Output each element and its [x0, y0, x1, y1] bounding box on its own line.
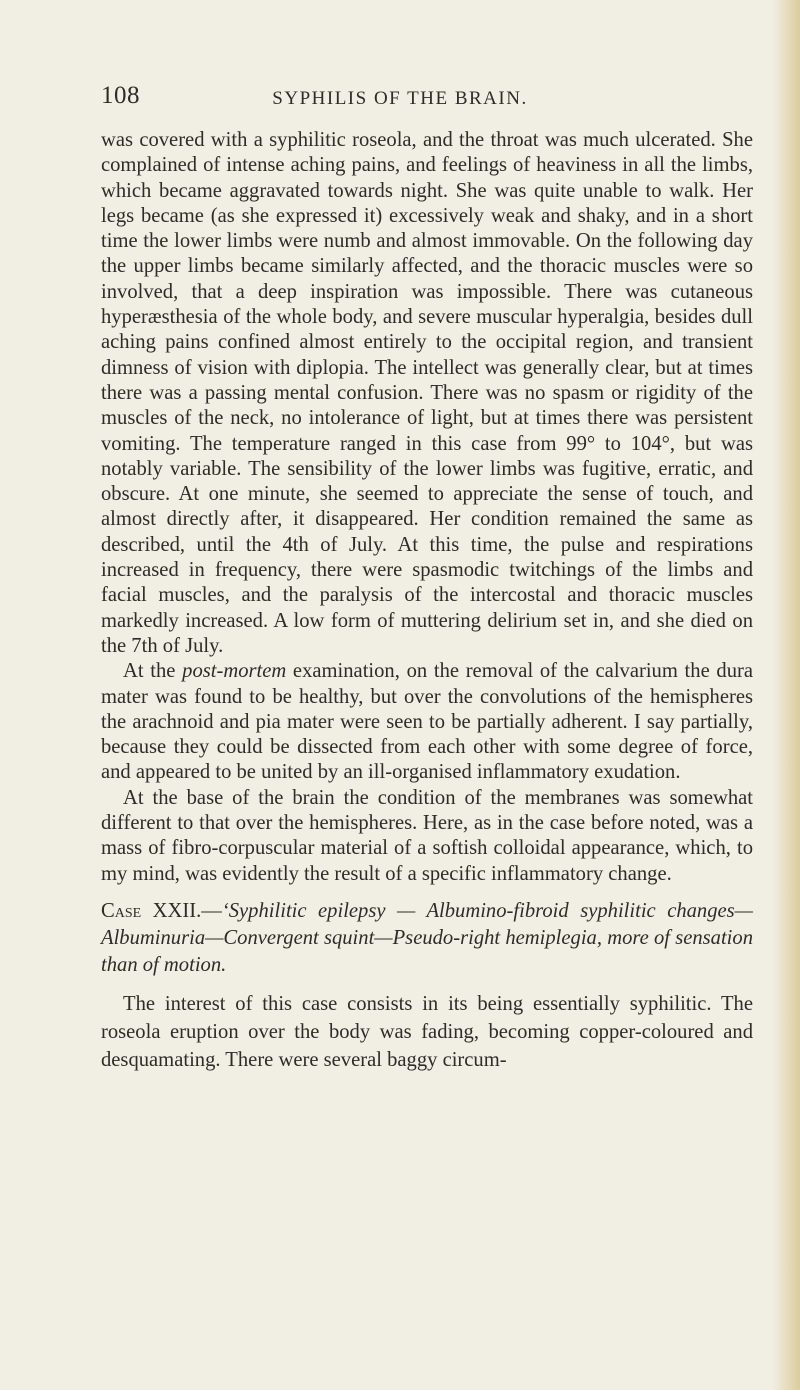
body-text	[101, 128, 753, 1074]
paragraph-post-mortem-rest: examination, on the removal of the calvarium the dura mater was found to be healthy, but over the convolutions of the hemispheres the arachnoid and pia mater were seen to be partially adherent. I say partially, because they could be dissected from each other with some degree of force, and appeared to be united by an ill-organised inflammatory exudation.	[101, 660, 753, 784]
case-heading	[101, 898, 753, 979]
post-mortem-italic: post-mortem	[182, 660, 287, 683]
paragraph-post-mortem	[101, 659, 753, 785]
page-number: 108	[101, 82, 140, 109]
paragraph-case-interest: The interest of this case consists in its being essentially syphilitic. The roseola eruption over the body was fading, becoming copper-coloured and desquamating. There were several baggy circum-	[101, 992, 753, 1071]
page-edge-shadow	[772, 0, 800, 1390]
case-title: ‘Syphilitic epilepsy — Albumino-fibroid syphilitic changes—Albuminuria—Convergent squint—Pseudo-right hemiplegia, more of sensation than of motion.	[101, 899, 753, 976]
case-dash: —	[201, 899, 222, 922]
paragraph-post-mortem-lead: At the	[123, 660, 183, 683]
paragraph-continuation: was covered with a syphilitic roseola, and the throat was much ulcerated. She complained of intense aching pains, and feelings of heaviness in all the limbs, which became aggravated towards night. She was quite unable to walk. Her legs became (as she expressed it) excessively weak and shaky, and in a short time the lower limbs were numb and almost immovable. On the following day the upper limbs became similarly affected, and the thoracic muscles were so involved, that a deep inspiration was impossible. There was cutaneous hyperæsthesia of the whole body, and severe muscular hyperalgia, besides dull aching pains confined almost entirely to the occipital region, and transient dimness of vision with diplopia. The intellect was generally clear, but at times there was a passing mental confusion. There was no spasm or rigidity of the muscles of the neck, no intolerance of light, but at times there was persistent vomiting. The temperature ranged in this case from 99° to 104°, but was notably variable. The sensibility of the lower limbs was fugitive, erratic, and obscure. At one minute, she seemed to appreciate the sense of touch, and almost directly after, it disappeared. Her condition remained the same as described, until the 4th of July. At this time, the pulse and respirations increased in frequency, there were spasmodic twitchings of the limbs and facial muscles, and the paralysis of the intercostal and thoracic muscles markedly increased. A low form of muttering delirium set in, and she died on the 7th of July.	[101, 129, 753, 657]
page-header	[0, 80, 800, 120]
paragraph-base-of-brain: At the base of the brain the condition of the membranes was somewhat different to that over the hemispheres. Here, as in the case before noted, was a mass of fibro-corpuscular material of a softish colloidal appearance, which, to my mind, was evidently the result of a specific inflammatory change.	[101, 786, 753, 885]
running-title: SYPHILIS OF THE BRAIN.	[272, 88, 528, 109]
case-label: Case XXII.	[101, 899, 202, 922]
